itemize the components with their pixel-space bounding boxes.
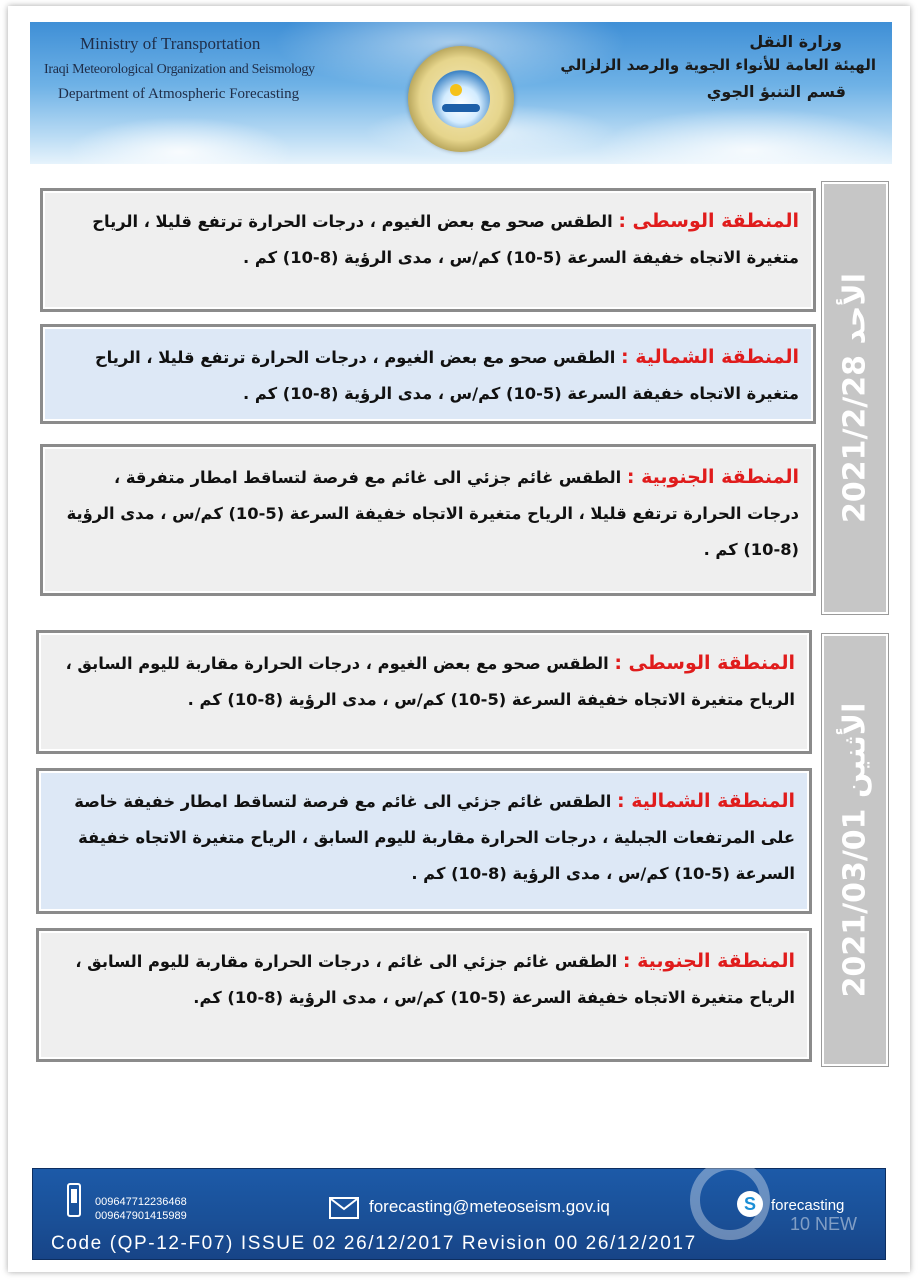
- forecast-box-day1-north: [40, 324, 816, 424]
- forecast-text: الطقس صحو مع بعض الغيوم ، درجات الحرارة مقاربة لليوم السابق ، الرياح متغيرة الاتجاه خفيفة السرعة (5-10) كم/س ، مدى الرؤية (8-10) كم .: [65, 654, 795, 709]
- day-label-2: الأثنين 2021/03/01: [837, 702, 873, 998]
- header-ministry-ar: وزارة النقل: [749, 32, 842, 51]
- day-label-bar-2: [822, 634, 888, 1066]
- forecast-box-day1-south: [40, 444, 816, 596]
- header-banner: [30, 22, 892, 164]
- forecast-text: الطقس صحو مع بعض الغيوم ، درجات الحرارة ترتفع قليلا ، الرياح متغيرة الاتجاه خفيفة السرعة (5-10) كم/س ، مدى الرؤية (8-10) كم .: [92, 212, 799, 267]
- region-name: المنطقة الوسطى :: [614, 652, 795, 674]
- forecast-text: الطقس غائم جزئي الى غائم ، درجات الحرارة مقاربة لليوم السابق ، الرياح متغيرة الاتجاه خفيفة السرعة (5-10) كم/س ، مدى الرؤية (8-10) كم.: [75, 952, 795, 1007]
- header-organization-en: Iraqi Meteorological Organization and Seismology: [44, 62, 315, 77]
- header-department-ar: قسم التنبؤ الجوي: [706, 82, 846, 101]
- region-name: المنطقة الجنوبية :: [622, 950, 795, 972]
- forecast-box-day2-central: [36, 630, 812, 754]
- phone-numbers: [95, 1195, 187, 1223]
- skype-handle: forecasting: [771, 1197, 845, 1214]
- region-name: المنطقة الشمالية :: [621, 346, 799, 368]
- forecast-text: الطقس غائم جزئي الى غائم مع فرصة لتساقط امطار خفيفة خاصة على المرتفعات الجبلية ، درجات الحرارة مقاربة لليوم السابق ، الرياح متغيرة الاتجاه خفيفة السرعة (5-10) كم/س ، مدى الرؤية (8-10) كم .: [74, 792, 795, 883]
- header-ministry-en: Ministry of Transportation: [80, 34, 261, 53]
- forecast-text: الطقس صحو مع بعض الغيوم ، درجات الحرارة ترتفع قليلا ، الرياح متغيرة الاتجاه خفيفة السرعة (5-10) كم/س ، مدى الرؤية (8-10) كم .: [94, 348, 799, 403]
- region-name: المنطقة الجنوبية :: [626, 466, 799, 488]
- forecast-box-day1-central: [40, 188, 816, 312]
- mail-icon: [329, 1197, 359, 1219]
- header-department-en: Department of Atmospheric Forecasting: [58, 86, 300, 102]
- header-organization-ar: الهيئة العامة للأنواء الجوية والرصد الزلزالي: [560, 56, 876, 74]
- region-name: المنطقة الشمالية :: [617, 790, 795, 812]
- contact-email[interactable]: forecasting@meteoseism.gov.iq: [369, 1197, 610, 1216]
- forecast-box-day2-north: [36, 768, 812, 914]
- phone-number-2: 009647901415989: [95, 1210, 187, 1222]
- phone-number-1: 009647712236468: [95, 1196, 187, 1208]
- day-label-bar-1: [822, 182, 888, 614]
- forecast-text: الطقس غائم جزئي الى غائم مع فرصة لتساقط امطار متفرقة ، درجات الحرارة ترتفع قليلا ، الرياح متغيرة الاتجاه خفيفة السرعة (5-10) كم/س ، مدى الرؤية (8-10) كم .: [66, 468, 799, 559]
- skype-icon: S: [737, 1191, 763, 1217]
- watermark-text: 10 NEW: [790, 1214, 858, 1234]
- region-name: المنطقة الوسطى :: [618, 210, 799, 232]
- forecast-box-day2-south: [36, 928, 812, 1062]
- watermark-logo-icon: [690, 1160, 770, 1240]
- document-code: Code (QP-12-F07) ISSUE 02 26/12/2017 Revision 00 26/12/2017: [51, 1233, 697, 1254]
- logo-emblem-icon: [408, 46, 514, 152]
- day-label-1: الأحد 2021/2/28: [837, 272, 873, 524]
- phone-icon: [67, 1183, 81, 1217]
